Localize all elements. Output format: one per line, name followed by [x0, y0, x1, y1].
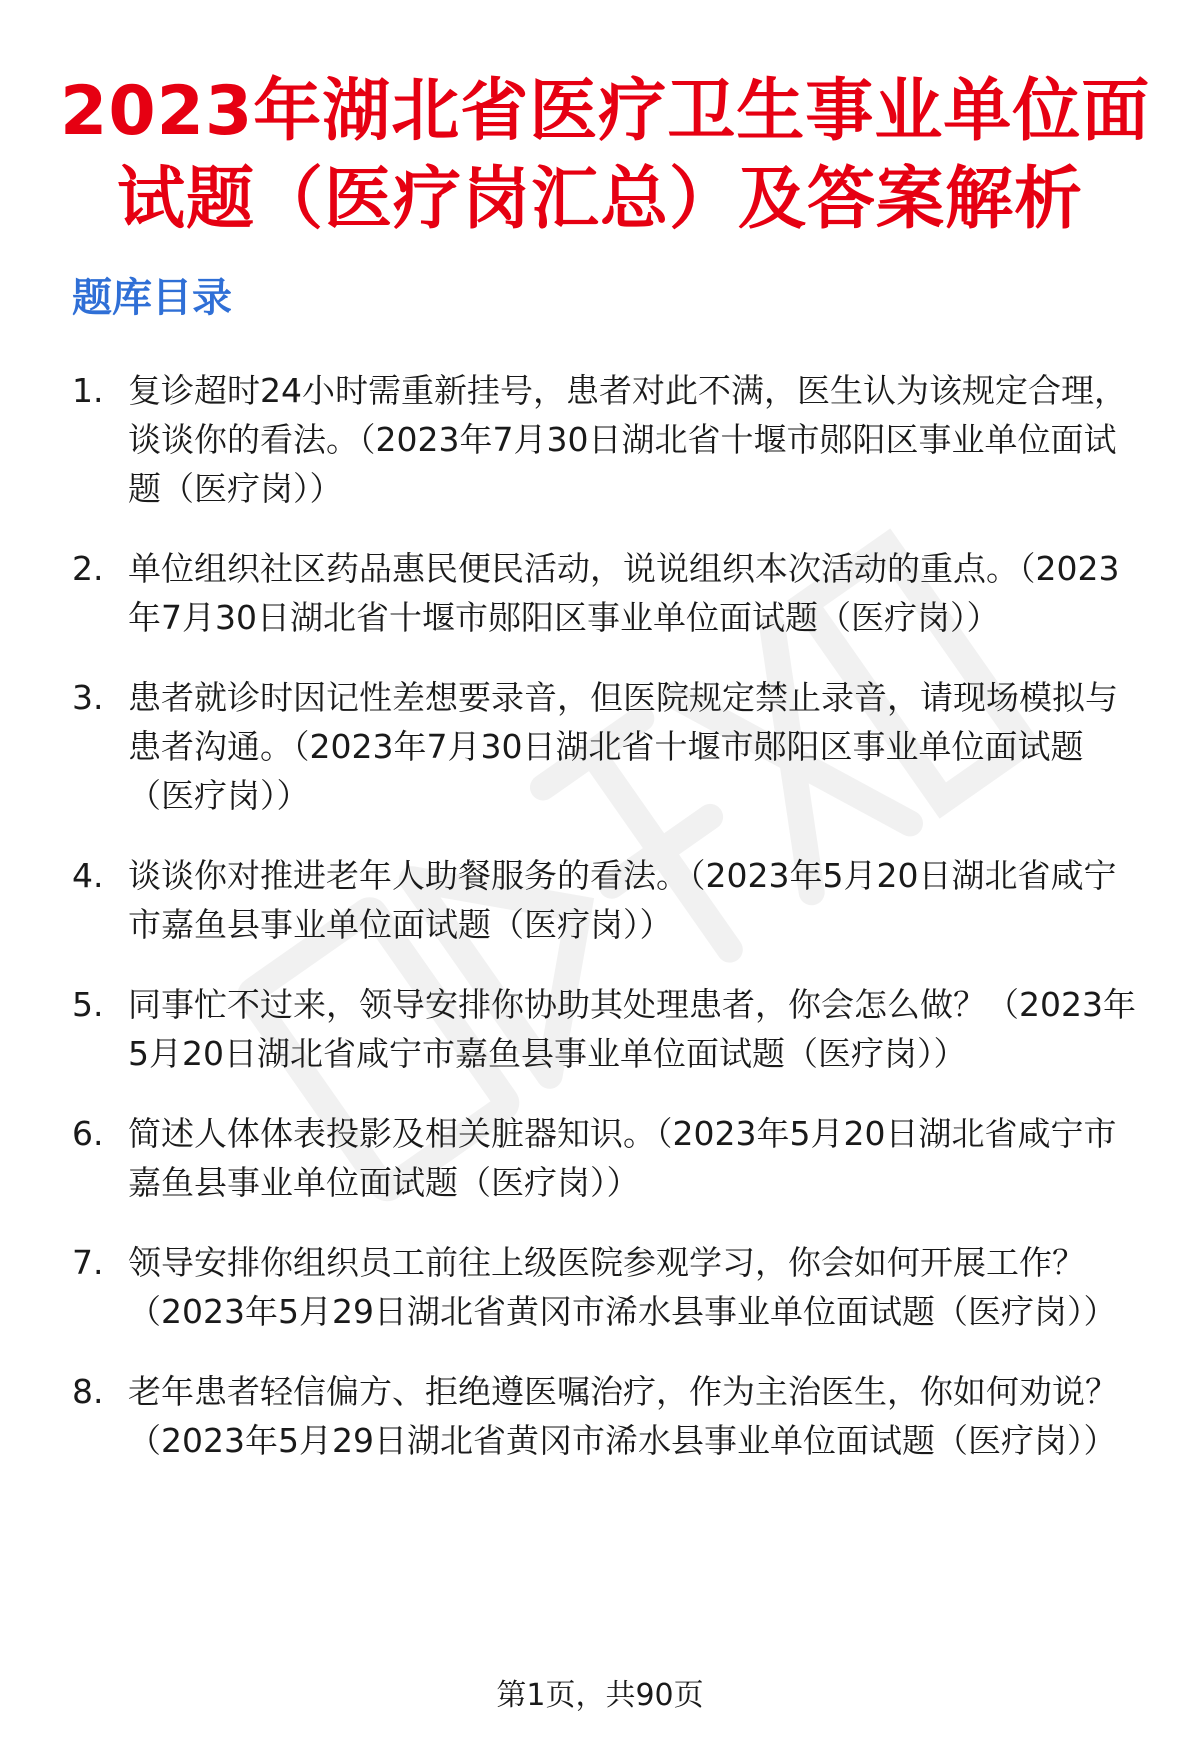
toc-item-number: 2. — [72, 549, 104, 588]
toc-item-text: 老年患者轻信偏方、拒绝遵医嘱治疗，作为主治医生，你如何劝说？（2023年5月29日湖北省黄冈市浠水县事业单位面试题（医疗岗）） — [128, 1372, 1118, 1460]
toc-item-number: 8. — [72, 1372, 104, 1411]
toc-item-number: 4. — [72, 856, 104, 895]
title-line-1: 2023年湖北省医疗卫生事业单位面 — [60, 72, 1151, 151]
toc-item[interactable] — [72, 1367, 1142, 1465]
toc-item-text: 简述人体体表投影及相关脏器知识。（2023年5月20日湖北省咸宁市嘉鱼县事业单位面试题（医疗岗）） — [128, 1114, 1117, 1202]
toc-item[interactable] — [72, 1109, 1142, 1207]
toc-list — [72, 366, 1142, 1496]
toc-item-text: 患者就诊时因记性差想要录音，但医院规定禁止录音，请现场模拟与患者沟通。（2023年7月30日湖北省十堰市郧阳区事业单位面试题（医疗岗）） — [128, 678, 1118, 815]
toc-item-text: 单位组织社区药品惠民便民活动，说说组织本次活动的重点。（2023年7月30日湖北省十堰市郧阳区事业单位面试题（医疗岗）） — [128, 549, 1120, 637]
toc-item-number: 5. — [72, 985, 104, 1024]
toc-item-text: 领导安排你组织员工前往上级医院参观学习，你会如何开展工作？（2023年5月29日湖北省黄冈市浠水县事业单位面试题（医疗岗）） — [128, 1243, 1117, 1331]
toc-item-text: 同事忙不过来，领导安排你协助其处理患者，你会怎么做？（2023年5月20日湖北省咸宁市嘉鱼县事业单位面试题（医疗岗）） — [128, 985, 1136, 1073]
toc-item-number: 3. — [72, 678, 104, 717]
toc-item[interactable] — [72, 544, 1142, 642]
toc-item-number: 1. — [72, 371, 104, 410]
title-line-2: 试题（医疗岗汇总）及答案解析 — [116, 160, 1083, 239]
page-footer: 第1页，共90页 — [496, 1678, 704, 1713]
toc-item[interactable] — [72, 1238, 1142, 1336]
toc-heading: 题库目录 — [72, 275, 232, 321]
toc-item[interactable] — [72, 366, 1142, 513]
toc-item[interactable] — [72, 851, 1142, 949]
toc-item[interactable] — [72, 980, 1142, 1078]
toc-item-text: 谈谈你对推进老年人助餐服务的看法。（2023年5月20日湖北省咸宁市嘉鱼县事业单位面试题（医疗岗）） — [128, 856, 1117, 944]
page-title — [60, 68, 1151, 244]
toc-item-number: 7. — [72, 1243, 104, 1282]
toc-item-number: 6. — [72, 1114, 104, 1153]
toc-item[interactable] — [72, 673, 1142, 820]
toc-item-text: 复诊超时24小时需重新挂号，患者对此不满，医生认为该规定合理，谈谈你的看法。（2023年7月30日湖北省十堰市郧阳区事业单位面试题（医疗岗）） — [128, 371, 1127, 508]
